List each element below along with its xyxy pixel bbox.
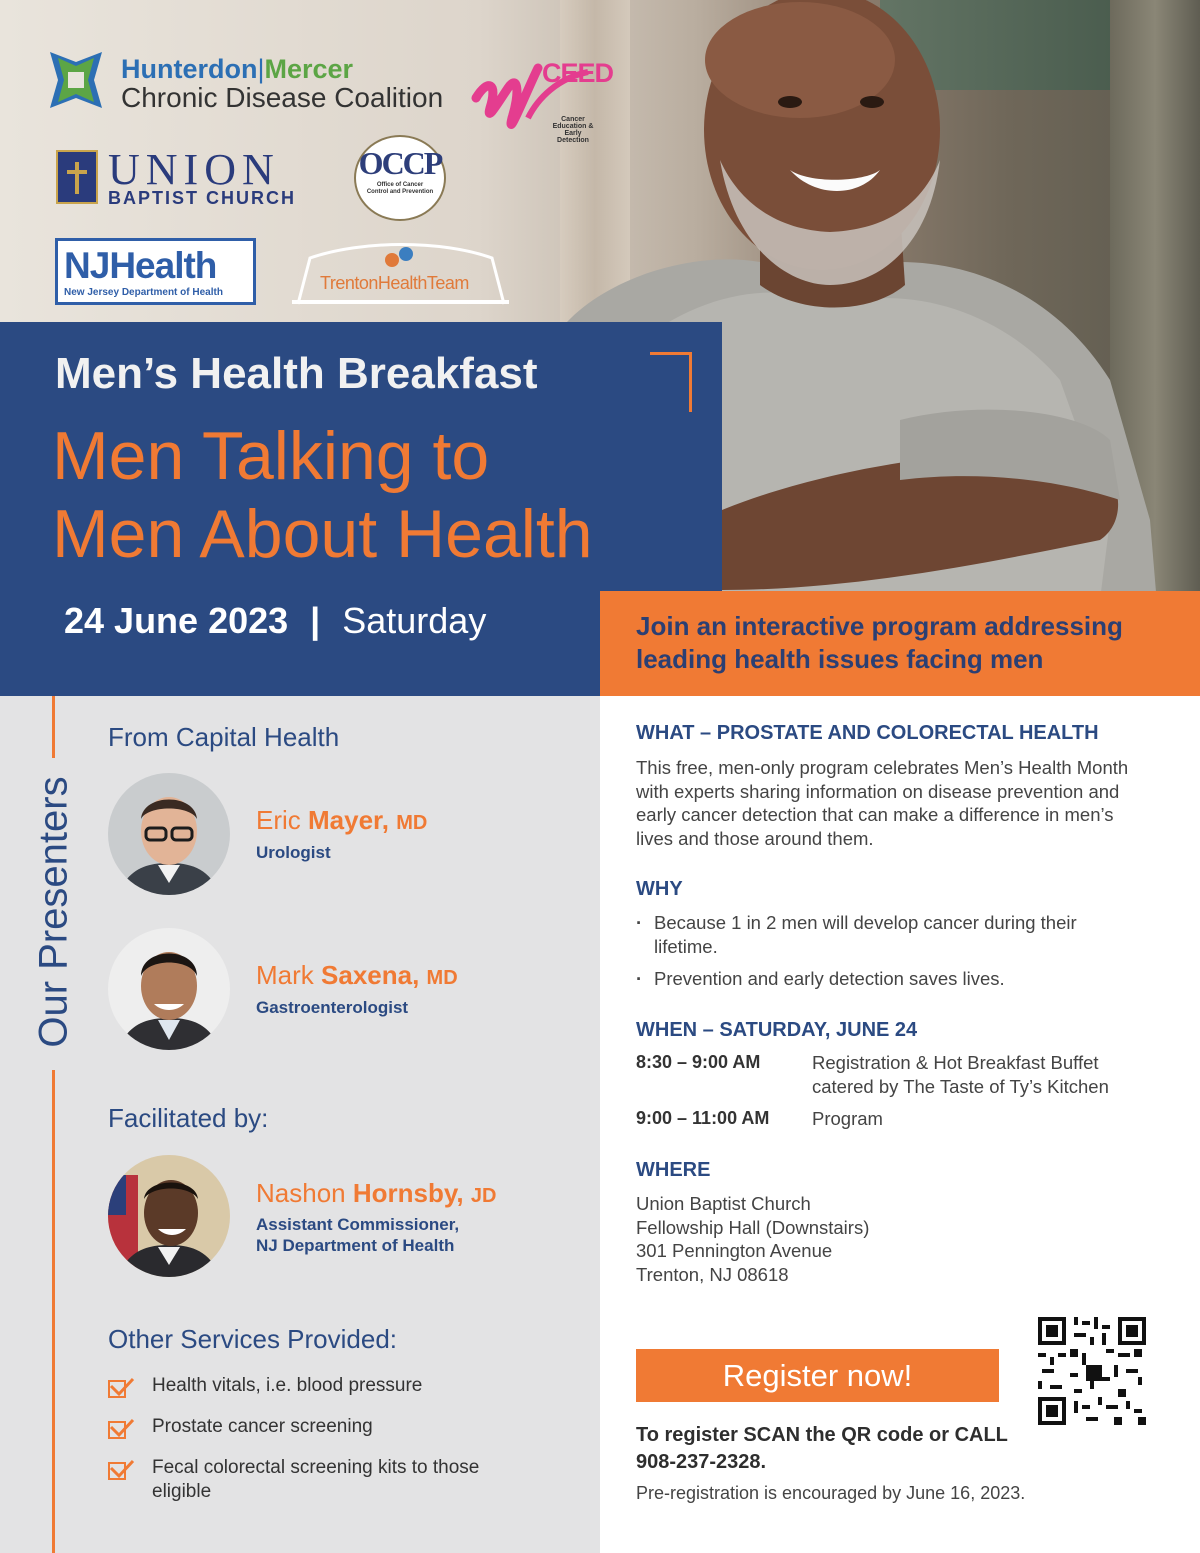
register-now-button[interactable]: Register now! — [636, 1349, 999, 1402]
nj-health-logo-word — [64, 245, 216, 287]
address-line: Fellowship Hall (Downstairs) — [636, 1216, 870, 1238]
facilitated-by-heading: Facilitated by: — [108, 1103, 269, 1133]
union-church-subtitle: BAPTIST CHURCH — [108, 188, 296, 208]
coalition-name-mercer: Mercer — [264, 54, 354, 84]
nj-health-logo — [55, 238, 256, 305]
schedule-time: 8:30 – 9:00 AM — [636, 1052, 761, 1072]
njceed-logo-subtitle: Cancer Education & Early Detection — [552, 116, 594, 144]
event-date-separator: | — [310, 600, 321, 641]
event-name: Men’s Health Breakfast — [55, 349, 538, 398]
service-item-text: Health vitals, i.e. blood pressure — [152, 1375, 423, 1396]
address-line: Union Baptist Church — [636, 1193, 811, 1214]
other-services-heading: Other Services Provided: — [108, 1324, 398, 1354]
checkmark-icon — [108, 1417, 136, 1439]
coalition-name-hunterdon: Hunterdon — [121, 54, 258, 84]
presenter-role: Gastroenterologist — [256, 998, 409, 1017]
presenter-name — [256, 960, 458, 991]
why-item: · Prevention and early detection saves lives. — [636, 967, 1156, 991]
schedule-description: Program — [812, 1108, 883, 1129]
corner-accent — [650, 352, 692, 412]
why-item: · Because 1 in 2 men will develop cancer during their lifetime. — [636, 911, 1136, 958]
when-heading: WHEN – SATURDAY, JUNE 24 — [636, 1019, 918, 1041]
presenter-name — [256, 805, 427, 836]
nj-health-logo-nj: NJ — [64, 245, 110, 286]
nj-health-logo-health: Health — [109, 245, 217, 286]
schedule-time: 9:00 – 11:00 AM — [636, 1108, 770, 1128]
address-line: Trenton, NJ 08618 — [636, 1263, 789, 1285]
orange-divider-line — [52, 1070, 55, 1553]
occp-logo-subtitle: Office of Cancer Control and Prevention — [366, 182, 434, 195]
presenter-photo-eric-mayer — [108, 773, 230, 895]
event-headline-line-2: Men About Health — [52, 496, 593, 572]
occp-logo-word: OCCP — [358, 145, 442, 181]
pre-registration-note: Pre-registration is encouraged by June 16, 2023. — [636, 1483, 1026, 1503]
coalition-logo-icon — [40, 44, 112, 116]
union-church-crest-icon — [56, 150, 98, 204]
why-heading: WHY — [636, 878, 683, 900]
from-capital-health-heading: From Capital Health — [108, 722, 340, 752]
presenter-first-name: Mark — [256, 960, 314, 990]
checkmark-icon — [108, 1458, 136, 1480]
event-date-value: 24 June 2023 — [64, 600, 289, 641]
occp-logo — [354, 135, 446, 221]
schedule-description: Registration & Hot Breakfast Buffet catered by The Taste of Ty’s Kitchen — [812, 1052, 1109, 1097]
presenter-last-name: Saxena, — [321, 960, 420, 990]
what-heading: WHAT – PROSTATE AND COLORECTAL HEALTH — [636, 722, 1099, 744]
tagline-text: Join an interactive program addressing leading health issues facing men — [636, 611, 1123, 674]
facilitator-name — [256, 1178, 496, 1209]
what-description: This free, men-only program celebrates Men’s Health Month with experts sharing information on disease prevention and early cancer detection that can make a difference in men’s lives and those around them. — [636, 757, 1129, 849]
our-presenters-label: Our Presenters — [31, 776, 76, 1048]
event-headline — [52, 417, 593, 573]
njceed-logo-word: CEED — [542, 58, 614, 88]
facilitator-photo-nashon-hornsby — [108, 1155, 230, 1277]
coalition-name — [121, 54, 353, 85]
presenter-first-name: Eric — [256, 805, 301, 835]
checkmark-icon — [108, 1376, 136, 1398]
presenter-credential: MD — [426, 967, 458, 989]
presenter-role: Urologist — [256, 843, 331, 862]
facilitator-last-name: Hornsby, — [352, 1178, 464, 1208]
qr-code-icon[interactable] — [1038, 1317, 1146, 1425]
where-heading: WHERE — [636, 1159, 711, 1181]
facilitator-first-name: Nashon — [256, 1178, 346, 1208]
facilitator-role-line-1: Assistant Commissioner, — [256, 1215, 460, 1234]
address-line: 301 Pennington Avenue — [636, 1240, 833, 1261]
hero-photo-area — [0, 0, 1200, 696]
facilitator-role-line-2: NJ Department of Health — [256, 1236, 455, 1255]
service-item-text: Fecal colorectal screening kits to those eligible — [152, 1457, 480, 1502]
where-address — [636, 1192, 1156, 1286]
event-day: Saturday — [342, 600, 487, 641]
presenter-photo-mark-saxena — [108, 928, 230, 1050]
presenter-credential: MD — [396, 812, 428, 834]
event-date — [64, 600, 486, 642]
union-church-name: UNION — [108, 145, 280, 194]
coalition-name-separator: | — [257, 54, 265, 84]
service-item-text: Prostate cancer screening — [152, 1416, 373, 1437]
register-instructions: To register SCAN the QR code or CALL 908-237-2328. — [636, 1424, 1008, 1473]
event-headline-line-1: Men Talking to — [52, 418, 490, 494]
coalition-subtitle: Chronic Disease Coalition — [121, 82, 444, 113]
presenter-last-name: Mayer, — [308, 805, 389, 835]
facilitator-credential: JD — [470, 1185, 497, 1207]
nj-health-logo-subtitle: New Jersey Department of Health — [64, 287, 223, 298]
orange-divider-line — [52, 696, 55, 758]
facilitator-role — [256, 1214, 459, 1256]
trenton-health-team-name: TrentonHealthTeam — [320, 273, 469, 293]
